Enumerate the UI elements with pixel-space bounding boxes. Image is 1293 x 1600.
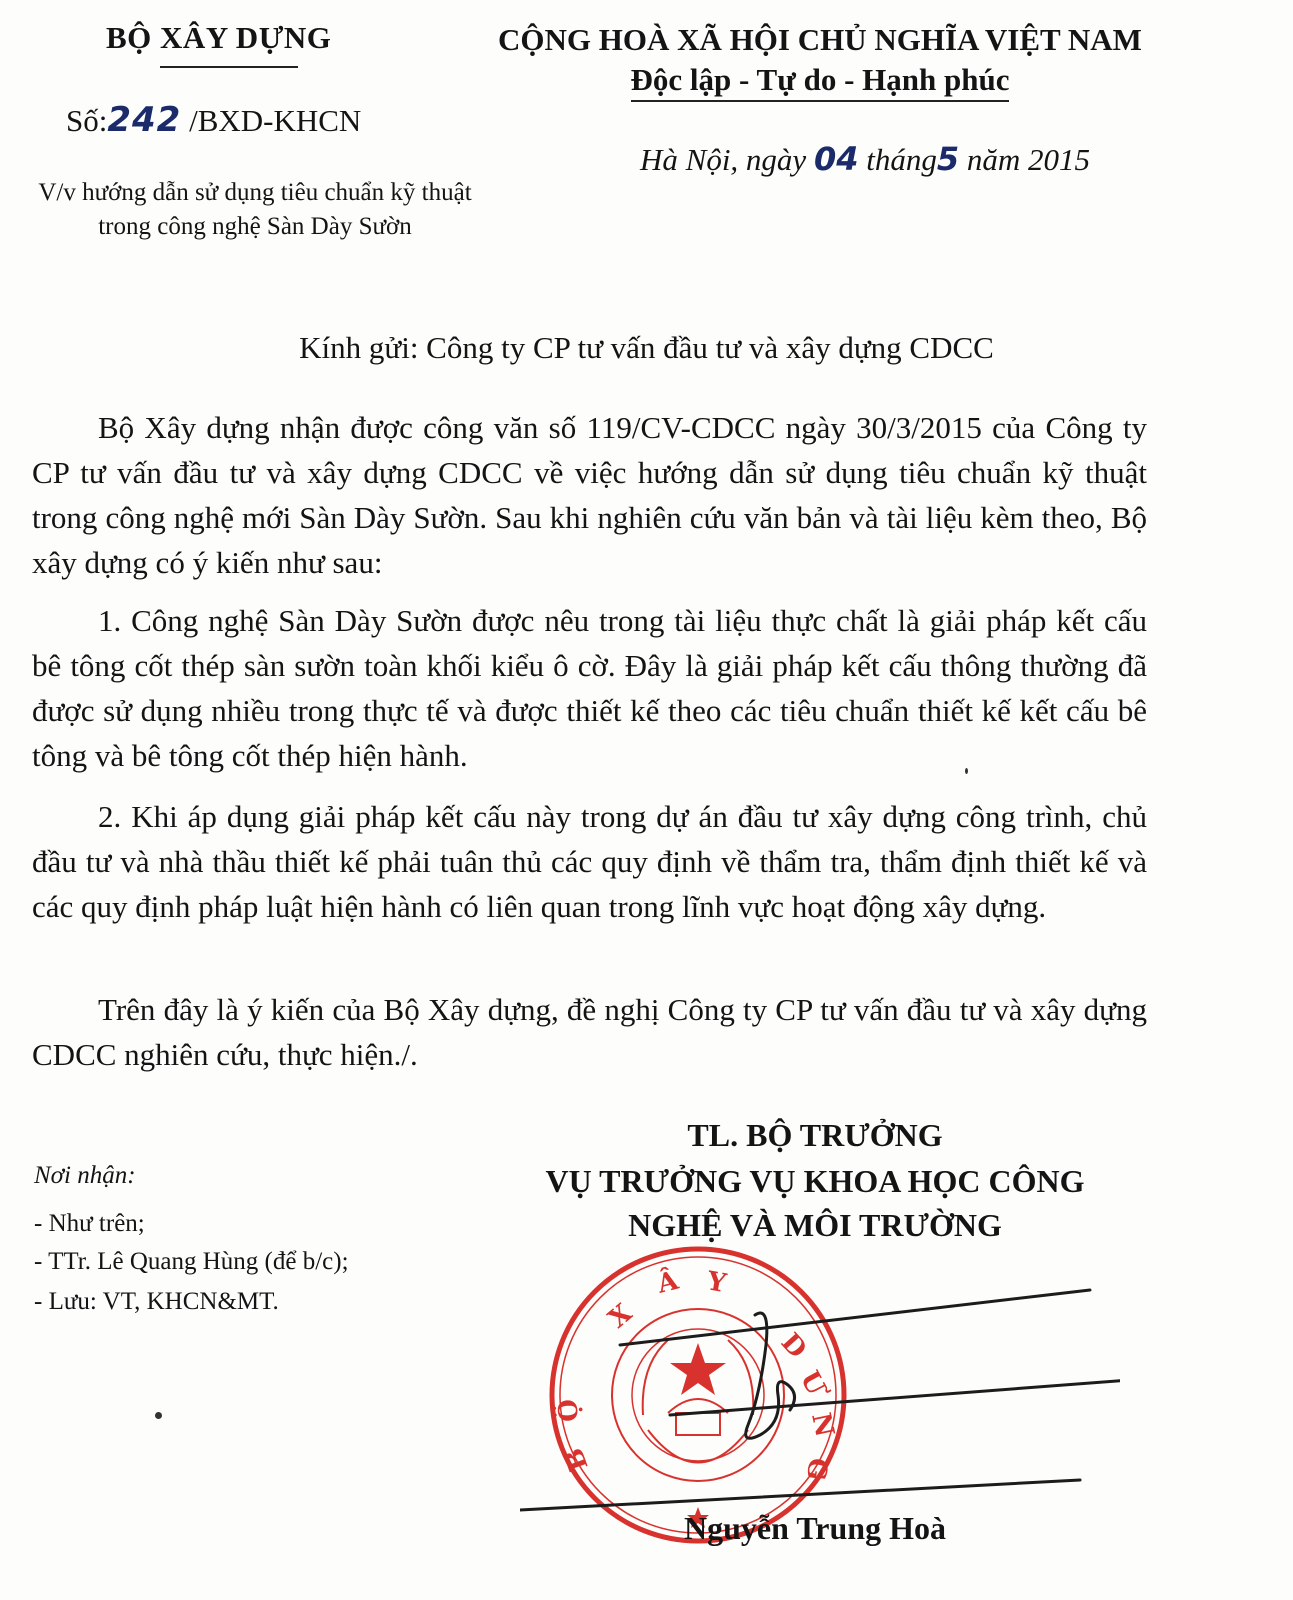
svg-text:G: G — [799, 1456, 833, 1483]
document-date — [640, 140, 1090, 178]
document-number-prefix: Số: — [66, 103, 108, 138]
svg-text:Ộ: Ộ — [553, 1397, 585, 1424]
intro-paragraph: Bộ Xây dựng nhận được công văn số 119/CV-CDCC ngày 30/3/2015 của Công ty CP tư vấn đầu tư và xây dựng CDCC về việc hướng dẫn sử dụng tiêu chuẩn kỹ thuật trong công nghệ mới Sàn Dày Sườn. Sau khi nghiên cứu văn bản và tài liệu kèm theo, Bộ xây dựng có ý kiến như sau: — [32, 410, 1147, 580]
recipient-item: - TTr. Lê Quang Hùng (để b/c); — [34, 1248, 349, 1275]
ministry-underline — [160, 66, 298, 68]
recipient-item: - Lưu: VT, KHCN&MT. — [34, 1288, 279, 1315]
date-year: năm 2015 — [959, 142, 1090, 177]
svg-text:N: N — [805, 1410, 840, 1440]
national-motto — [470, 62, 1170, 98]
document-number-handwritten: 242 — [107, 100, 182, 140]
signer-authority: TL. BỘ TRƯỞNG — [687, 1117, 943, 1153]
date-day-handwritten: 04 — [813, 140, 859, 178]
date-month-handwritten: 5 — [936, 140, 960, 178]
item-2-paragraph: 2. Khi áp dụng giải pháp kết cấu này trong dự án đầu tư xây dựng công trình, chủ đầu tư và nhà thầu thiết kế phải tuân thủ các quy định về thẩm tra, thẩm định thiết kế và các quy định pháp luật hiện hành có liên quan trong lĩnh vực hoạt động xây dựng. — [32, 799, 1147, 924]
date-month-label: tháng — [866, 142, 937, 177]
signer-position-line1: VỤ TRƯỞNG VỤ KHOA HỌC CÔNG — [545, 1163, 1085, 1199]
nation-title: CỘNG HOÀ XÃ HỘI CHỦ NGHĨA VIỆT NAM — [498, 22, 1142, 57]
scan-speck — [965, 768, 968, 774]
scan-speck — [155, 1412, 162, 1419]
svg-text:X: X — [603, 1298, 638, 1335]
item-1-paragraph: 1. Công nghệ Sàn Dày Sườn được nêu trong tài liệu thực chất là giải pháp kết cấu bê tông cốt thép sàn sườn toàn khối kiểu ô cờ. Đây là giải pháp kết cấu thông thường đã được sử dụng nhiều trong thực tế và được thiết kế theo các tiêu chuẩn thiết kế kết cấu bê tông và bê tông cốt thép hiện hành. — [32, 603, 1147, 773]
ministry-name: BỘ XÂY DỰNG — [106, 20, 332, 55]
recipients-label: Nơi nhận: — [34, 1162, 136, 1189]
recipient-item: - Như trên; — [34, 1210, 145, 1237]
recipient-line: Kính gửi: Công ty CP tư vấn đầu tư và xây dựng CDCC — [299, 330, 994, 365]
document-number-suffix: /BXD-KHCN — [181, 103, 362, 138]
svg-text:Y: Y — [704, 1266, 729, 1300]
national-motto-text: Độc lập - Tự do - Hạnh phúc — [631, 62, 1010, 102]
document-subject: V/v hướng dẫn sử dụng tiêu chuẩn kỹ thuật trong công nghệ Sàn Dày Sườn — [38, 179, 472, 240]
svg-text:Â: Â — [654, 1265, 682, 1300]
svg-text:D: D — [774, 1327, 813, 1365]
signer-position-line2: NGHỆ VÀ MÔI TRƯỜNG — [628, 1207, 1002, 1243]
date-place: Hà Nội, ngày — [640, 142, 814, 177]
document-number — [66, 100, 361, 140]
svg-text:B: B — [558, 1443, 595, 1475]
handwritten-signature — [520, 1285, 1120, 1525]
svg-text:Ư: Ư — [793, 1366, 831, 1401]
closing-paragraph: Trên đây là ý kiến của Bộ Xây dựng, đề nghị Công ty CP tư vấn đầu tư và xây dựng CDCC nghiên cứu, thực hiện./. — [32, 992, 1147, 1072]
signer-name: Nguyễn Trung Hoà — [684, 1510, 946, 1546]
